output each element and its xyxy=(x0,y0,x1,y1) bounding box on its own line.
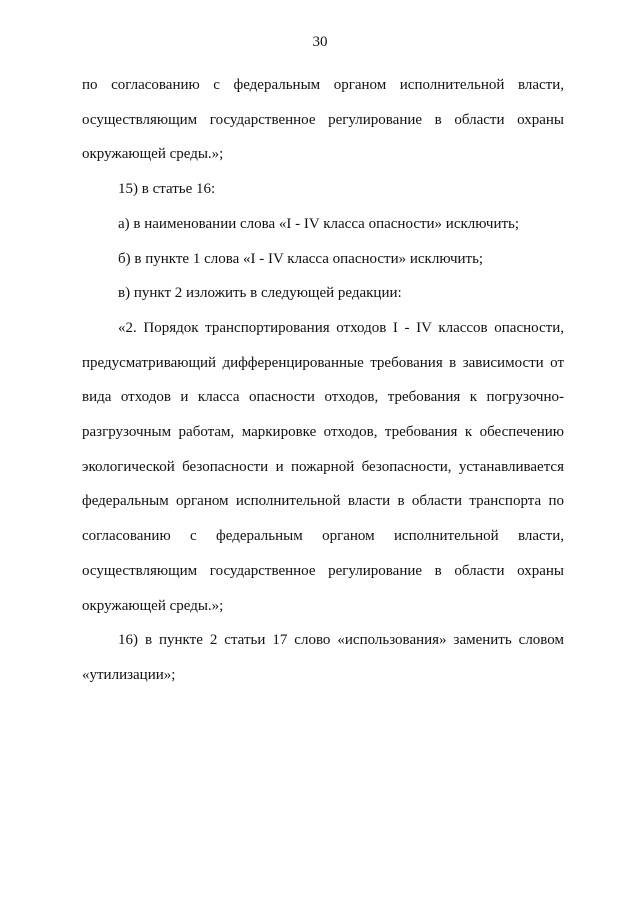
paragraph-subitem-v: в) пункт 2 изложить в следующей редакции: xyxy=(118,285,402,302)
paragraph-subitem-a: а) в наименовании слова «I - IV класса опасности» исключить; xyxy=(118,215,520,232)
document-body xyxy=(82,68,564,693)
paragraph-quoted-clause-2: «2. Порядок транспортирования отходов I - IV классов опасности, предусматривающий дифференцированные требования в зависимости от вида отходов и класса опасности отходов, требования к погрузочно-разгрузочным работам, маркировке отходов, требования к обеспечению экологической безопасности и пожарной безопасности, устанавливается федеральным органом исполнительной власти в области транспорта по согласованию с федеральным органом исполнительной власти, осуществляющим государственное регулирование в области охраны окружающей среды.»; xyxy=(82,319,564,614)
page-number: 30 xyxy=(312,34,328,50)
paragraph-item-16: 16) в пункте 2 статьи 17 слово «использования» заменить словом «утилизации»; xyxy=(82,632,564,683)
paragraph-subitem-b: б) в пункте 1 слова «I - IV класса опасности» исключить; xyxy=(118,250,484,267)
paragraph-continuation: по согласованию с федеральным органом исполнительной власти, осуществляющим государственное регулирование в области охраны окружающей среды.»; xyxy=(82,77,564,163)
paragraph-item-15: 15) в статье 16: xyxy=(118,181,216,198)
